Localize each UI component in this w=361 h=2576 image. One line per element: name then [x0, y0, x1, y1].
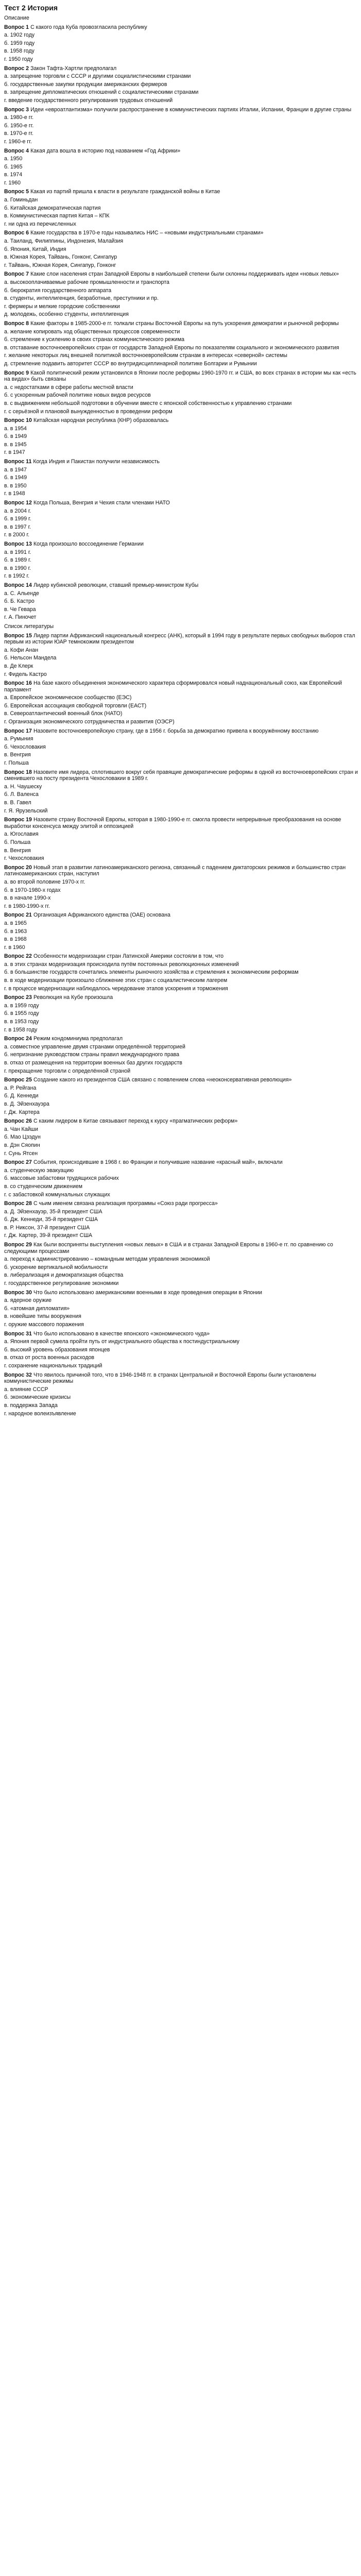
answer-option[interactable]: д. стремление подавить авторитет СССР во внутридисциплинарной политике Болгарии и Румынии	[4, 360, 257, 367]
answer-option[interactable]: б. «атомная дипломатия»	[4, 1305, 70, 1312]
question-list	[4, 24, 358, 1417]
question-label: Вопрос 26	[4, 1118, 32, 1125]
answer-option[interactable]: г. в процессе модернизации наблюдалось чередование этапов ускорения и торможения	[4, 985, 228, 992]
answer-option[interactable]: в. в 1953 году	[4, 1019, 39, 1025]
answer-option[interactable]: г. 1960-е гг.	[4, 138, 32, 145]
question-label: Вопрос 7	[4, 271, 29, 278]
answer-option[interactable]: г. Польша	[4, 760, 29, 767]
answer-option[interactable]: в. Че Гевара	[4, 606, 36, 613]
answer-option[interactable]: в. со студенческим движением	[4, 1183, 83, 1190]
answer-option[interactable]: г. в 1960	[4, 944, 25, 951]
question-text	[4, 1331, 358, 1337]
answer-option[interactable]: в. студенты, интеллигенция, безработные, преступники и пр.	[4, 295, 159, 302]
answer-option[interactable]: б. бюрократия государственного аппарата	[4, 287, 112, 294]
question-label: Вопрос 6	[4, 230, 29, 236]
answer-option[interactable]: г. в 1948	[4, 490, 25, 497]
question-text	[4, 370, 358, 383]
question-label: Вопрос 10	[4, 417, 32, 424]
answer-option[interactable]: б. в 1955 году	[4, 1010, 39, 1017]
question-block	[4, 1290, 358, 1328]
answer-option[interactable]: а. запрещение торговли с СССР и другими социалистическими странами	[4, 73, 191, 80]
question-label: Вопрос 17	[4, 727, 32, 734]
answer-option[interactable]: г. сохранение национальных традиций	[4, 1362, 102, 1369]
answer-option[interactable]: г. 1950 году	[4, 56, 33, 62]
question-block	[4, 189, 358, 227]
question-body: Особенности модернизации стран Латинской Америки состояли в том, что	[33, 953, 224, 960]
question-text	[4, 680, 358, 693]
answer-option[interactable]: б. Япония, Китай, Индия	[4, 246, 66, 252]
answer-option[interactable]: г. желание некоторых лиц внешней политикой восточноевропейским странам в интересах «северной» системы	[4, 352, 287, 359]
question-body: Лидер кубинской революции, ставший премьер-министром Кубы	[33, 582, 199, 588]
answer-option[interactable]: г. Чехословакия	[4, 855, 44, 862]
answer-option[interactable]: а. Чан Кайши	[4, 1126, 38, 1132]
answer-option[interactable]: а. в 1954	[4, 425, 27, 432]
question-body: Какая дата вошла в историю под названием «Год Африки»	[30, 147, 181, 154]
answer-option[interactable]: а. Румыния	[4, 736, 33, 742]
answer-option[interactable]: в. Дэн Сяопин	[4, 1142, 40, 1148]
answer-option[interactable]: в. в начале 1990-х	[4, 895, 51, 902]
answer-option[interactable]: а. Кофи Анан	[4, 647, 39, 653]
answer-option[interactable]: г. введение государственного регулирования трудовых отношений	[4, 97, 173, 104]
question-block	[4, 1242, 358, 1287]
answer-option[interactable]: б. Чехословакия	[4, 743, 46, 750]
answer-option[interactable]: а. влияние СССР	[4, 1386, 48, 1393]
question-text	[4, 148, 358, 155]
question-label: Вопрос 14	[4, 582, 32, 588]
answer-option[interactable]: б. высокий уровень образования японцев	[4, 1346, 110, 1353]
answer-option[interactable]: а. Таиланд, Филиппины, Индонезия, Малайзия	[4, 238, 124, 245]
answer-option[interactable]: г. Я. Ярузельский	[4, 807, 48, 814]
question-body: Создание какого из президентов США связано с появлением слова «неоконсервативная революция»	[33, 1077, 292, 1083]
question-label: Вопрос 28	[4, 1200, 32, 1207]
question-text	[4, 189, 358, 195]
question-block	[4, 417, 358, 456]
answer-option[interactable]: а. в этих странах модернизация происходила путём постоянных революционных изменений	[4, 961, 239, 968]
question-text	[4, 817, 358, 829]
question-text	[4, 728, 358, 735]
answer-option[interactable]: в. поддержка Запада	[4, 1402, 58, 1409]
answer-option[interactable]: г. народное волеизъявление	[4, 1410, 76, 1417]
question-text	[4, 582, 358, 589]
question-block	[4, 680, 358, 725]
question-label: Вопрос 23	[4, 994, 32, 1001]
answer-option[interactable]: б. Китайская демократическая партия	[4, 205, 101, 211]
question-body: Когда Индия и Пакистан получили независимость	[33, 459, 160, 465]
question-body: С чьим именем связана реализация программы «Союз ради прогресса»	[33, 1200, 218, 1207]
answer-option[interactable]: а. Югославия	[4, 831, 39, 838]
answer-option[interactable]: в. 1970-е гг.	[4, 130, 33, 137]
answer-option[interactable]: а. в 1991 г.	[4, 549, 31, 555]
answer-option[interactable]: а. в 1965	[4, 920, 27, 926]
question-text	[4, 107, 358, 113]
question-body: Лидер партии Африканский национальный конгресс (АНК), который в 1994 году в результате первых свободных выборов стал первым из истории ЮАР темнокожим президентом	[4, 632, 355, 646]
answer-option[interactable]: б. Мао Цзэдун	[4, 1134, 41, 1141]
question-block	[4, 994, 358, 1033]
answer-option[interactable]: б. государственные закупки продукции американских фермеров	[4, 81, 167, 88]
question-block	[4, 1077, 358, 1115]
answer-option[interactable]: а. Япония первой сумела пройти путь от индустриального общества к постиндустриальному	[4, 1338, 239, 1345]
question-body: Новый этап в развитии латиноамериканского региона, связанный с падением диктаторских режимов и большинство стран латиноамериканских стран, наступил	[4, 864, 346, 877]
answer-option[interactable]: а. 1980-е гг.	[4, 114, 34, 121]
question-text	[4, 1372, 358, 1385]
answer-option[interactable]: г. в 1992 г.	[4, 573, 30, 580]
question-label: Вопрос 5	[4, 189, 29, 195]
answer-option[interactable]: б. в 1949	[4, 433, 27, 440]
answer-option[interactable]: в. запрещение дипломатических отношений с социалистическими странами	[4, 89, 199, 96]
question-block	[4, 865, 358, 910]
question-block	[4, 107, 358, 145]
answer-option[interactable]: б. ускорение вертикальной мобильности	[4, 1264, 108, 1270]
question-label: Вопрос 22	[4, 953, 32, 960]
question-body: Назовите восточноевропейскую страну, где в 1956 г. борьба за демократию привела к вооружённому восстанию	[33, 727, 319, 734]
answer-option[interactable]: г. А. Пиночет	[4, 614, 37, 621]
question-text	[4, 1036, 358, 1042]
answer-option[interactable]: г. 1960	[4, 179, 21, 186]
answer-option[interactable]: в. 1958 году	[4, 48, 35, 55]
question-block	[4, 1159, 358, 1198]
question-text	[4, 953, 358, 960]
answer-option[interactable]: б. 1959 году	[4, 40, 35, 46]
question-block	[4, 500, 358, 538]
answer-option[interactable]: б. Дж. Кеннеди, 35-й президент США	[4, 1216, 98, 1223]
question-label: Вопрос 32	[4, 1371, 32, 1378]
answer-option[interactable]: а. совместное управление двумя странами определённой территорией	[4, 1043, 185, 1050]
question-body: Какие государства в 1970-е годы назывались НИС – «новыми индустриальными странами»	[30, 230, 264, 236]
question-block	[4, 582, 358, 621]
question-body: Какие факторы в 1985-2000-е гг. толкали страны Восточной Европы на путь ускорения демократии и рыночной реформы	[30, 320, 339, 327]
answer-option[interactable]: б. массовые забастовки трудящихся рабочих	[4, 1175, 119, 1182]
question-block	[4, 24, 358, 63]
answer-option[interactable]: б. непризнание руководством страны правил международного права	[4, 1052, 180, 1058]
question-body: Революция на Кубе произошла	[33, 994, 113, 1001]
question-text	[4, 1290, 358, 1296]
question-text	[4, 24, 358, 31]
answer-option[interactable]: г. оружие массового поражения	[4, 1321, 84, 1328]
answer-option[interactable]: г. Сунь Ятсен	[4, 1150, 38, 1157]
question-label: Вопрос 21	[4, 912, 32, 919]
answer-option[interactable]: г. ни одна из перечисленных	[4, 221, 76, 227]
question-body: Какой политический режим установился в Японии после реформы 1960-1970 гг. и США, во всех странах в истории мы как «есть на видах» быть связаны	[4, 369, 356, 383]
question-text	[4, 500, 358, 506]
answer-option[interactable]: а. 1902 году	[4, 32, 35, 39]
answer-option[interactable]: в. Венгрия	[4, 847, 31, 854]
answer-option[interactable]: а. Европейское экономическое сообщество (ЕЭС)	[4, 694, 132, 701]
question-text	[4, 865, 358, 877]
page-title: Тест 2 История	[4, 4, 58, 12]
answer-option[interactable]: а. Н. Чаушеску	[4, 783, 42, 790]
answer-option[interactable]: в. Венгрия	[4, 752, 31, 758]
question-block	[4, 230, 358, 268]
answer-option[interactable]: а. в 1959 году	[4, 1002, 39, 1009]
question-label: Вопрос 1	[4, 24, 29, 30]
answer-option[interactable]: в. в 1945	[4, 441, 27, 448]
question-block	[4, 1372, 358, 1417]
answer-option[interactable]: а. в 1947	[4, 466, 27, 473]
question-body: Когда произошло воссоединение Германии	[33, 541, 144, 547]
question-body: Идеи «евроатлантизма» получили распространение в коммунистических партиях Италии, Испании, Франции в другие страны	[30, 106, 352, 113]
answer-option[interactable]: г. Тайвань, Южная Корея, Сингапур, Гонконг	[4, 262, 116, 268]
answer-option[interactable]: г. в 2000 г.	[4, 532, 30, 538]
question-block	[4, 633, 358, 678]
question-body: Как были восприняты выступления «новых левых» в США и в странах Западной Европы в 1960-е гг. по сравнению со следующими процессами	[4, 1242, 333, 1255]
answer-option[interactable]: г. прекращение торговли с определённой страной	[4, 1067, 131, 1074]
question-body: Что явилось причиной того, что в 1946-1948 гг. в странах Центральной и Восточной Европы были установлены коммунистические режимы	[4, 1371, 316, 1385]
question-text	[4, 1077, 358, 1083]
question-label: Вопрос 12	[4, 500, 32, 506]
answer-option[interactable]: б. в 1949	[4, 474, 27, 481]
question-body: Назовите страну Восточной Европы, которая в 1980-1990-е гг. смогла провести непрерывные преобразования на основе выработки консенсуса между элитой и оппозицией	[4, 817, 341, 829]
answer-option[interactable]: г. государственное регулирование экономики	[4, 1280, 119, 1287]
answer-option[interactable]: в. новейшие типы вооружения	[4, 1313, 81, 1320]
question-body: Что было использовано в качестве японского «экономического чуда»	[33, 1330, 210, 1337]
answer-option[interactable]: в. отказ от размещения на территории военных баз других государств	[4, 1060, 182, 1066]
question-label: Вопрос 20	[4, 864, 32, 871]
question-text	[4, 769, 358, 782]
answer-option[interactable]: в. Де Клерк	[4, 663, 33, 669]
question-block	[4, 1036, 358, 1074]
answer-option[interactable]: в. Р. Никсон, 37-й президент США	[4, 1224, 90, 1231]
answer-option[interactable]: б. Д. Кеннеди	[4, 1093, 39, 1099]
question-label: Вопрос 31	[4, 1330, 32, 1337]
answer-option[interactable]: б. стремление к усилению в своих странах коммунистического режима	[4, 336, 185, 343]
answer-option[interactable]: г. в 1958 году	[4, 1026, 38, 1033]
question-text	[4, 65, 358, 72]
question-text	[4, 417, 358, 424]
question-block	[4, 148, 358, 187]
question-label: Вопрос 30	[4, 1289, 32, 1296]
question-body: Организация Африканского единства (ОАЕ) основана	[33, 912, 170, 919]
answer-option[interactable]: в. либерализация и демократизация общества	[4, 1272, 124, 1279]
question-block	[4, 1118, 358, 1157]
answer-option[interactable]: г. Дж. Картера	[4, 1109, 40, 1115]
question-block	[4, 728, 358, 767]
answer-option[interactable]: а. с недостатками в сфере работы местной власти	[4, 384, 133, 391]
question-label: Вопрос 3	[4, 106, 29, 113]
answer-option[interactable]: в. 1974	[4, 172, 23, 178]
answer-option[interactable]: в. в 1950	[4, 482, 27, 489]
answer-option[interactable]: а. Д. Эйзенхауэр, 35-й президент США	[4, 1208, 102, 1215]
answer-option[interactable]: а. высокооплачиваемые рабочие промышленности и транспорта	[4, 279, 169, 285]
question-text	[4, 1242, 358, 1255]
answer-option[interactable]: б. Европейская ассоциация свободной торговли (ЕАСТ)	[4, 702, 147, 709]
question-block	[4, 769, 358, 815]
question-body: С какого года Куба провозгласила республику	[30, 24, 147, 30]
question-text	[4, 1159, 358, 1166]
answer-option[interactable]: б. в 1963	[4, 928, 27, 935]
answer-option[interactable]: в. в 1997 г.	[4, 523, 31, 530]
answer-option[interactable]: д. молодежь, особенно студенты, интеллигенция	[4, 311, 129, 318]
answer-option[interactable]: а. ядерное оружие	[4, 1297, 52, 1304]
answer-option[interactable]: б. с ускоренным рабочей политике новых видов ресурсов	[4, 392, 151, 399]
question-label: Вопрос 13	[4, 541, 32, 547]
question-body: Что было использовано американскими военными в ходе проведения операции в Японии	[33, 1289, 262, 1296]
question-text	[4, 633, 358, 646]
question-label: Вопрос 11	[4, 459, 32, 465]
question-block	[4, 1331, 358, 1369]
answer-option[interactable]: г. с серьёзной и плановой вынужденностью в проведении реформ	[4, 408, 173, 415]
answer-option[interactable]: г. в 1947	[4, 449, 25, 456]
question-text	[4, 994, 358, 1001]
answer-option[interactable]: в. в 1990 г.	[4, 565, 31, 571]
question-block	[4, 1200, 358, 1239]
question-label: Вопрос 19	[4, 817, 32, 823]
question-body: Назовите имя лидера, сплотившего вокруг себя правящие демократические реформы в одной из восточноевропейских стран и сменившего на посту президента Чехословакии в 1989 г.	[4, 769, 358, 782]
intro-text: Описание	[4, 15, 29, 21]
question-label: Вопрос 4	[4, 147, 29, 154]
question-block	[4, 623, 358, 630]
question-text	[4, 459, 358, 465]
answer-option[interactable]: а. С. Альенде	[4, 590, 39, 597]
answer-option[interactable]: б. Польша	[4, 839, 31, 845]
question-text	[4, 1118, 358, 1125]
answer-option[interactable]: б. в 1999 г.	[4, 516, 31, 522]
question-label: Вопрос 9	[4, 369, 29, 376]
answer-option[interactable]: а. Р. Рейгана	[4, 1084, 37, 1091]
answer-option[interactable]: г. с забастовкой коммунальных служащих	[4, 1191, 110, 1198]
question-label: Вопрос 8	[4, 320, 29, 327]
answer-option[interactable]: а. во второй половине 1970-х гг.	[4, 878, 85, 885]
question-body: События, происходившие в 1968 г. во Франции и получившие название «красный май», включали	[33, 1159, 283, 1166]
question-text	[4, 230, 358, 236]
question-label: Вопрос 16	[4, 680, 32, 687]
question-text	[4, 320, 358, 327]
answer-option[interactable]: б. Нельсон Мандела	[4, 655, 57, 662]
question-text	[4, 271, 358, 278]
answer-option[interactable]: г. Дж. Картер, 39-й президент США	[4, 1232, 93, 1239]
question-text	[4, 912, 358, 919]
question-block	[4, 370, 358, 415]
question-text	[4, 1200, 358, 1207]
question-block	[4, 65, 358, 104]
answer-option[interactable]: б. в 1970-1980-х годах	[4, 887, 61, 893]
answer-option[interactable]: в. отказ от роста военных расходов	[4, 1354, 95, 1361]
answer-option[interactable]: в. Коммунистическая партия Китая – КПК	[4, 213, 110, 219]
question-block	[4, 817, 358, 862]
question-block	[4, 320, 358, 367]
question-label: Вопрос 27	[4, 1159, 32, 1166]
question-body: Режим кондоминиума предполагал	[33, 1036, 123, 1042]
answer-option[interactable]: г. фермеры и мелкие городские собственники	[4, 303, 120, 310]
question-label: Вопрос 18	[4, 769, 32, 775]
question-body: Китайская народная республика (КНР) образовалась	[33, 417, 169, 424]
answer-option[interactable]: г. в 1980-1990-х гг.	[4, 903, 50, 909]
answer-option[interactable]: а. 1950	[4, 156, 23, 162]
answer-option[interactable]: б. в большинстве государств сочетались элементы рыночного хозяйства и стремления к экономическим реформам	[4, 969, 299, 976]
question-body: С каким лидером в Китае связывают переход к курсу «прагматических реформ»	[33, 1118, 238, 1125]
answer-option[interactable]: б. в 1989 г.	[4, 557, 31, 564]
question-body: Список литературы	[4, 623, 54, 630]
answer-option[interactable]: в. В. Гавел	[4, 800, 31, 806]
answer-option[interactable]: б. экономические кризисы	[4, 1394, 71, 1401]
answer-option[interactable]: б. Л. Валенса	[4, 791, 39, 798]
question-label: Вопрос 29	[4, 1242, 32, 1248]
question-body: Какая из партий пришла к власти в результате гражданской войны в Китае	[30, 189, 220, 195]
answer-option[interactable]: в. Североатлантический военный блок (НАТО)	[4, 710, 123, 717]
question-block	[4, 953, 358, 992]
question-text	[4, 623, 358, 630]
question-block	[4, 912, 358, 951]
answer-option[interactable]: в. в ходе модернизации произошло сближение этих стран с социалистическим лагерем	[4, 977, 228, 984]
question-block	[4, 271, 358, 318]
answer-option[interactable]: б. 1950-е гг.	[4, 122, 34, 129]
question-label: Вопрос 24	[4, 1036, 32, 1042]
question-label: Вопрос 15	[4, 632, 32, 639]
answer-option[interactable]: в. в 1968	[4, 936, 27, 943]
answer-option[interactable]: в. Южная Корея, Тайвань, Гонконг, Сингапур	[4, 254, 117, 261]
answer-option[interactable]: г. Организация экономического сотрудничества и развития (ОЭСР)	[4, 719, 175, 725]
question-label: Вопрос 25	[4, 1077, 32, 1083]
question-body: Какие слои населения стран Западной Европы в наибольшей степени были склонны поддерживать идеи «новых левых»	[30, 271, 339, 278]
answer-option[interactable]: а. студенческую эвакуацию	[4, 1167, 74, 1174]
answer-option[interactable]: б. 1965	[4, 163, 23, 170]
answer-option[interactable]: б. Б. Кастро	[4, 598, 35, 605]
answer-option[interactable]: а. Гоминьдан	[4, 197, 38, 204]
answer-option[interactable]: а. переход к администрированию – командным методам управления экономикой	[4, 1256, 210, 1263]
answer-option[interactable]: в. отставание восточноевропейских стран от государств Западной Европы по показателям социального и экономического развития	[4, 344, 339, 351]
answer-option[interactable]: г. Фидель Кастро	[4, 671, 47, 677]
question-text	[4, 541, 358, 548]
answer-option[interactable]: а. желание копировать ход общественных процессов современности	[4, 328, 180, 335]
question-body: Закон Тафта-Хартли предполагал	[30, 65, 117, 72]
question-block	[4, 541, 358, 580]
question-body: На базе какого объединения экономического характера сформировался новый наднациональный союз, как Европейский парламент	[4, 680, 342, 693]
question-body: Когда Польша, Венгрия и Чехия стали членами НАТО	[33, 500, 170, 506]
question-block	[4, 459, 358, 497]
question-label: Вопрос 2	[4, 65, 29, 72]
answer-option[interactable]: в. с выдвижением небольшой подготовки в обучении вместе с японской собственностью к управлению странами	[4, 400, 292, 406]
answer-option[interactable]: в. Д. Эйзенхауэра	[4, 1100, 49, 1107]
answer-option[interactable]: а. в 2004 г.	[4, 507, 31, 514]
